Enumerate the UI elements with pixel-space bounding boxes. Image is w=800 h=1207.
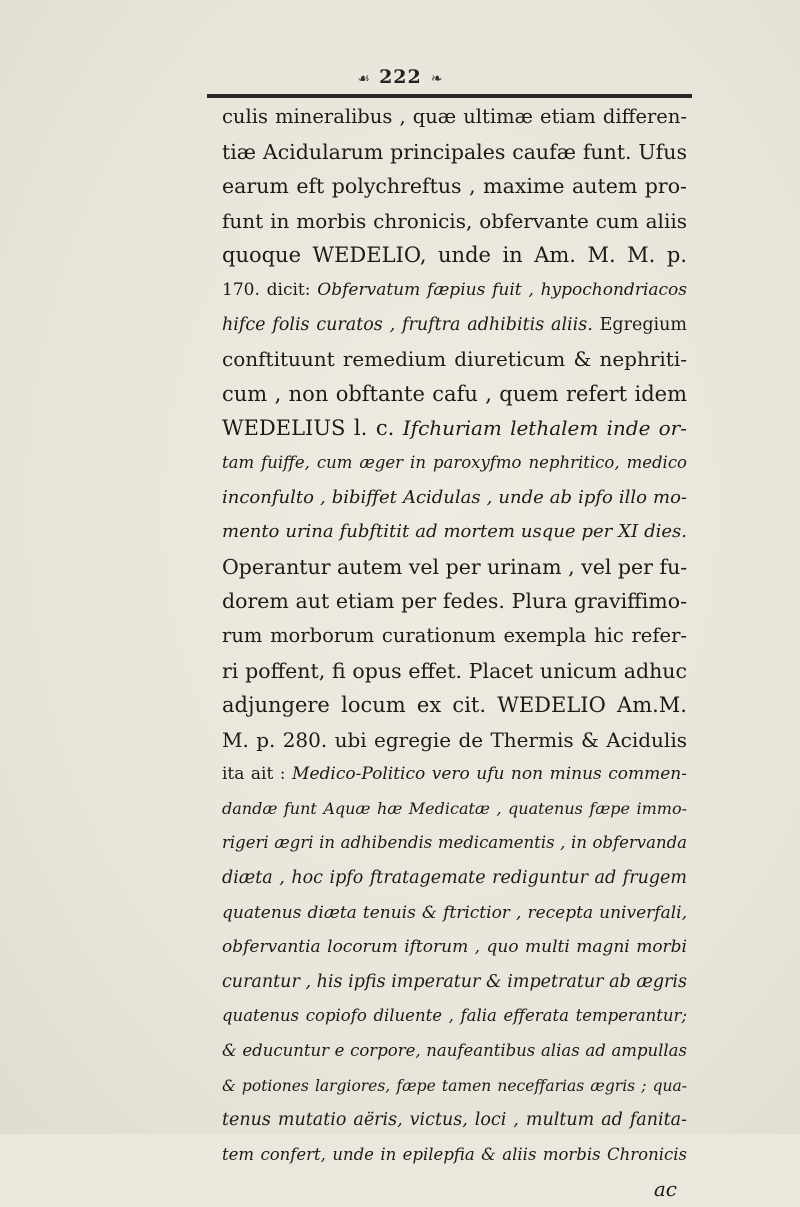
text-line — [222, 930, 687, 965]
text-line — [222, 999, 687, 1034]
italic-text: tam fuiffe, cum æger in paroxyfmo nephritico, medico — [222, 452, 687, 472]
roman-text: cum , non obftante cafu , quem refert idem — [222, 381, 687, 406]
italic-text: Ifchuriam lethalem inde or- — [402, 416, 687, 441]
italic-text: mento urina fubftitit ad mortem usque per XI dies. — [222, 521, 687, 543]
text-line — [222, 826, 687, 861]
italic-text: & educuntur e corpore, naufeantibus alias ad ampullas — [222, 1041, 687, 1061]
text-line — [222, 411, 687, 446]
catchword: ac — [653, 1177, 677, 1202]
roman-text: Egregium — [592, 314, 687, 335]
roman-text: ita ait : — [222, 764, 293, 785]
italic-text: quatenus copiofo diluente , falia efferata temperantur; — [222, 1006, 687, 1026]
italic-text: tem confert, unde in epilepfia & aliis morbis Chronicis — [222, 1144, 687, 1164]
roman-text: M. p. 280. ubi egregie de Thermis & Acidulis — [222, 727, 687, 752]
roman-text: dorem aut etiam per fedes. Plura graviffimo- — [222, 589, 687, 614]
text-line — [222, 1034, 687, 1069]
roman-text: culis mineralibus , quæ ultimæ etiam differen- — [222, 105, 687, 128]
text-line — [222, 1069, 687, 1104]
roman-text: conftituunt remedium diureticum & nephriti- — [222, 347, 687, 372]
italic-text: Medico-Politico vero ufu non minus commen- — [292, 764, 687, 785]
text-line — [222, 861, 687, 896]
italic-text: obfervantia locorum iftorum , quo multi magni morbi — [222, 937, 687, 958]
italic-text: hifce folis curatos , fruftra adhibitis aliis. — [222, 314, 593, 335]
roman-text: 170. dicit: — [222, 279, 318, 300]
text-line — [222, 342, 687, 377]
text-line — [222, 757, 687, 792]
roman-text: tiæ Acidularum principales caufæ funt. Ufus — [222, 139, 687, 164]
italic-text: curantur , his ipfis imperatur & impetratur ab ægris — [222, 971, 687, 992]
italic-text: rigeri ægri in adhibendis medicamentis , in obfervanda — [222, 833, 687, 853]
text-line — [222, 1103, 687, 1138]
page-header — [0, 66, 800, 88]
italic-text: Obfervatum fæpius fuit , hypochondriacos — [317, 279, 687, 300]
ornament-left-icon: ☙ — [357, 71, 370, 87]
roman-text: adjungere locum ex cit. WEDELIO Am.M. — [222, 693, 687, 718]
italic-text: quatenus diæta tenuis & ftrictior , recepta univerfali, — [222, 902, 687, 923]
roman-text: WEDELIUS l. c. — [222, 416, 403, 441]
italic-text: diæta , hoc ipfo ftratagemate rediguntur ad frugem — [222, 868, 687, 889]
roman-text: funt in morbis chronicis, obfervante cum aliis — [222, 208, 687, 233]
italic-text: dandæ funt Aquæ hæ Medicatæ , quatenus fæpe immo- — [222, 798, 687, 818]
text-line — [222, 481, 687, 516]
italic-text: & potiones largiores, fæpe tamen neceffarias ægris ; qua- — [222, 1076, 687, 1095]
text-line — [222, 377, 687, 412]
roman-text: quoque WEDELIO, unde in Am. M. M. p. — [222, 243, 687, 268]
ornament-right-icon: ❧ — [430, 71, 443, 87]
text-line — [222, 135, 687, 170]
text-line — [222, 100, 687, 135]
italic-text: tenus mutatio aëris, victus, loci , multum ad fanita- — [222, 1110, 687, 1131]
roman-text: ri poffent, fi opus effet. Placet unicum adhuc — [222, 658, 687, 683]
text-line — [222, 273, 687, 308]
text-line — [222, 792, 687, 827]
italic-text: inconfulto , bibiffet Acidulas , unde ab ipfo illo mo- — [222, 486, 687, 508]
text-line — [222, 446, 687, 481]
roman-text: earum eft polychreftus , maxime autem pro- — [222, 174, 687, 199]
page-number: 222 — [379, 66, 422, 88]
body-text — [222, 100, 687, 1207]
text-line — [222, 308, 687, 343]
roman-text: rum morborum curationum exempla hic refer- — [222, 623, 687, 647]
text-line — [222, 584, 687, 619]
text-line — [222, 169, 687, 204]
text-line — [222, 619, 687, 654]
text-line — [222, 896, 687, 931]
text-line — [222, 1138, 687, 1173]
text-line — [222, 688, 687, 723]
text-line — [222, 204, 687, 239]
text-line — [222, 515, 687, 550]
text-line — [222, 238, 687, 273]
text-line — [222, 723, 687, 758]
text-line — [222, 550, 687, 585]
roman-text: Operantur autem vel per urinam , vel per fu- — [222, 554, 688, 579]
text-line — [222, 965, 687, 1000]
text-line — [222, 654, 687, 689]
header-rule — [207, 94, 692, 98]
